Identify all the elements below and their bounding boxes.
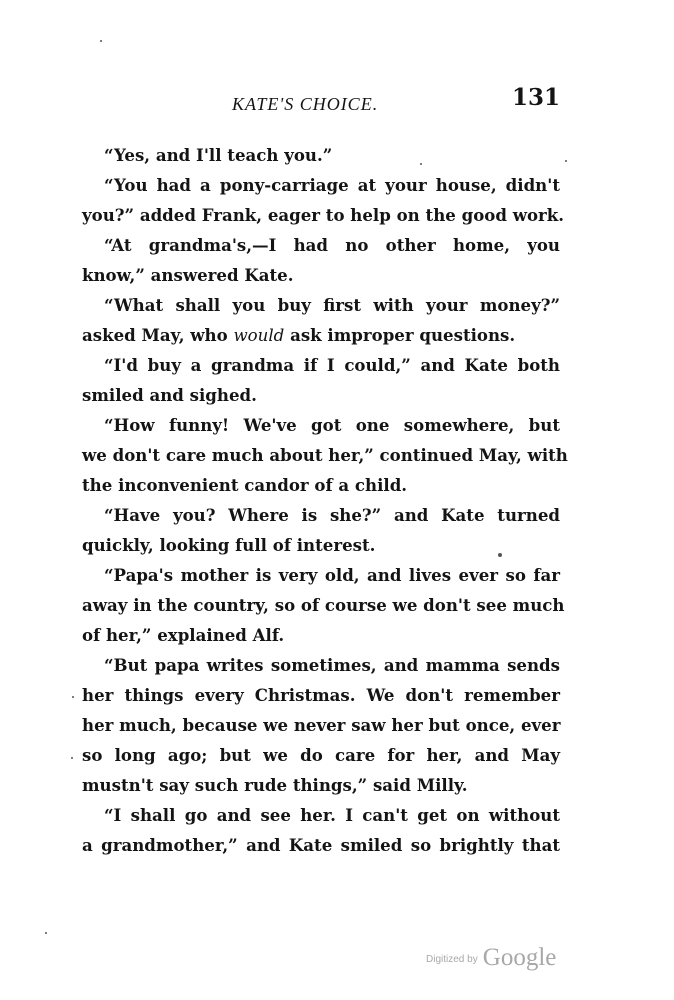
page-number: 131 (511, 84, 560, 111)
text-line (82, 320, 560, 350)
text-line: “Have you? Where is she?” and Kate turned (104, 505, 560, 525)
paper-speck (498, 553, 502, 557)
paper-speck (72, 696, 74, 698)
text-line: “At grandma's,—I had no other home, you (104, 235, 560, 255)
text-line: of her,” explained Alf. (82, 625, 285, 645)
body-text (82, 140, 568, 860)
paper-speck (71, 757, 73, 759)
running-title: KATE'S CHOICE. (232, 94, 379, 114)
text-segment: ask improper questions. (290, 325, 516, 345)
text-line: so long ago; but we do care for her, and May (82, 745, 560, 765)
text-line: quickly, looking full of interest. (82, 535, 376, 555)
paper-speck (100, 40, 102, 42)
text-line: “Papa's mother is very old, and lives ever so far (104, 565, 560, 585)
paper-speck (420, 163, 422, 165)
paper-speck (45, 932, 47, 934)
text-line: “I'd buy a grandma if I could,” and Kate both (104, 355, 560, 375)
text-line: we don't care much about her,” continued May, with (82, 445, 568, 465)
text-line: “But papa writes sometimes, and mamma sends (104, 655, 560, 675)
italic-word: would (233, 326, 285, 345)
text-line: “You had a pony-carriage at your house, didn't (104, 175, 560, 195)
text-line: you?” added Frank, eager to help on the good work. (82, 205, 565, 225)
text-line: smiled and sighed. (82, 385, 257, 405)
text-line: “I shall go and see her. I can't get on without (104, 805, 560, 825)
text-line: “Yes, and I'll teach you.” (104, 145, 333, 165)
text-line: “How funny! We've got one somewhere, but (104, 415, 560, 435)
text-line: the inconvenient candor of a child. (82, 475, 408, 495)
text-line: away in the country, so of course we don't see much (82, 595, 565, 615)
brand-logo-text: Google (482, 944, 557, 971)
text-line: mustn't say such rude things,” said Milly. (82, 775, 468, 795)
digitized-label: Digitized by (426, 954, 478, 965)
paper-speck (565, 160, 567, 162)
text-line: know,” answered Kate. (82, 265, 294, 285)
text-segment: asked May, who (82, 325, 228, 345)
text-line: “What shall you buy first with your money?” (104, 295, 560, 315)
text-line: her things every Christmas. We don't remember (82, 685, 560, 705)
page-header (82, 84, 560, 124)
text-line: her much, because we never saw her but once, ever (82, 715, 561, 735)
text-line: a grandmother,” and Kate smiled so brightly that (82, 835, 560, 855)
digitization-watermark (426, 944, 556, 972)
